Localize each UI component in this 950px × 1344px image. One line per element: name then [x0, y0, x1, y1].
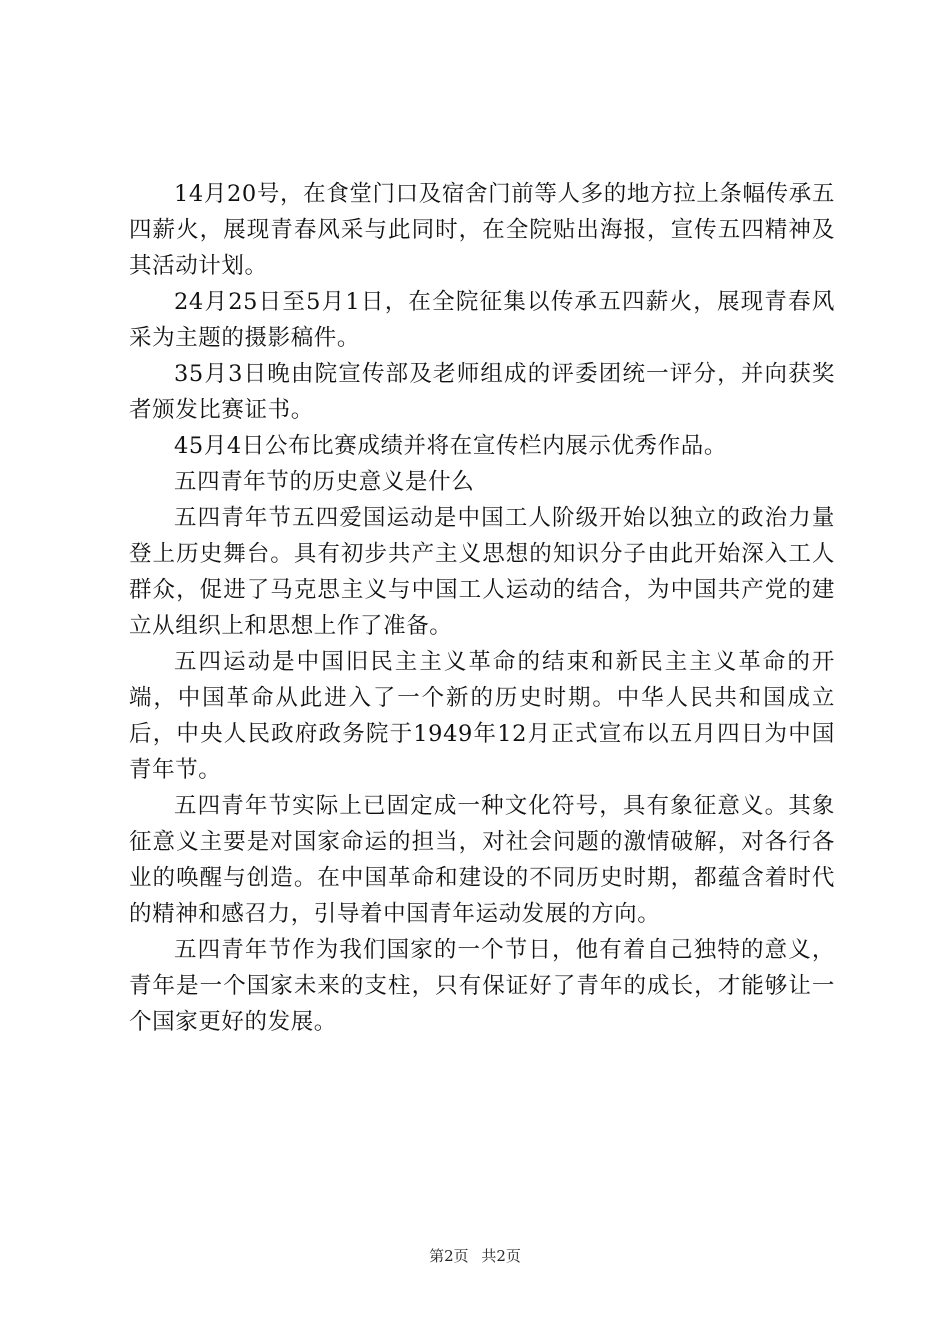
- paragraph-item-8: 五四青年节作为我们国家的一个节日，他有着自己独特的意义，青年是一个国家未来的支柱，只有保证好了青年的成长，才能够让一个国家更好的发展。: [129, 937, 835, 1035]
- paragraph-item-2: 24月25日至5月1日，在全院征集以传承五四薪火，展现青春风采为主题的摄影稿件。: [129, 289, 835, 351]
- document-body: [129, 176, 835, 1040]
- paragraph-item-4: 45月4日公布比赛成绩并将在宣传栏内展示优秀作品。: [174, 433, 727, 459]
- paragraph-item-5: 五四青年节五四爱国运动是中国工人阶级开始以独立的政治力量登上历史舞台。具有初步共产主义思想的知识分子由此开始深入工人群众，促进了马克思主义与中国工人运动的结合，为中国共产党的建立从组织上和思想上作了准备。: [129, 505, 835, 639]
- paragraph-item-6: 五四运动是中国旧民主主义革命的结束和新民主主义革命的开端，中国革命从此进入了一个新的历史时期。中华人民共和国成立后，中央人民政府政务院于1949年12月正式宣布以五月四日为中国青年节。: [129, 649, 835, 783]
- paragraph-item-3: 35月3日晚由院宣传部及老师组成的评委团统一评分，并向获奖者颁发比赛证书。: [129, 361, 835, 423]
- section-heading: 五四青年节的历史意义是什么: [174, 469, 475, 495]
- paragraph-item-1: 14月20号，在食堂门口及宿舍门前等人多的地方拉上条幅传承五四薪火，展现青春风采与此同时，在全院贴出海报，宣传五四精神及其活动计划。: [129, 181, 835, 279]
- page-footer: [0, 1246, 950, 1266]
- page-total: 共2页: [481, 1247, 521, 1265]
- paragraph-item-7: 五四青年节实际上已固定成一种文化符号，具有象征意义。其象征意义主要是对国家命运的担当，对社会问题的激情破解，对各行各业的唤醒与创造。在中国革命和建设的不同历史时期，都蕴含着时代的精神和感召力，引导着中国青年运动发展的方向。: [129, 793, 835, 927]
- page-number: 第2页: [429, 1247, 469, 1265]
